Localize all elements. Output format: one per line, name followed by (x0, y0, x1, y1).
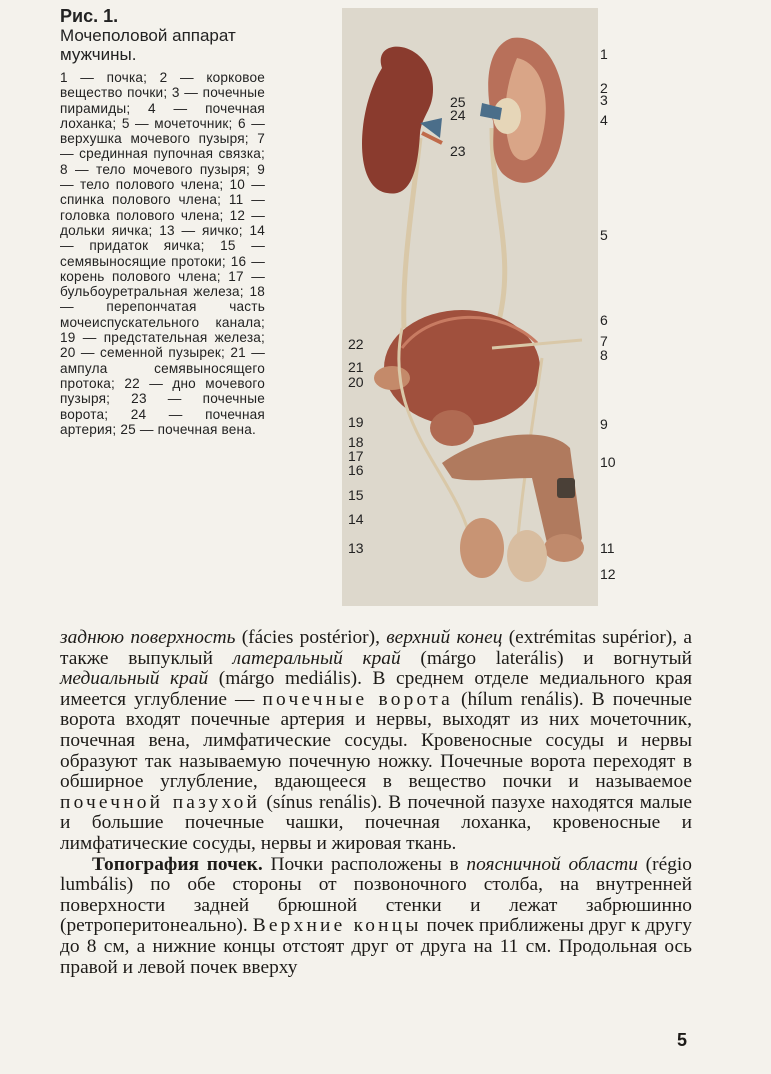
label-12: 12 (600, 566, 616, 582)
term-upper-end: верхний конец (386, 627, 503, 648)
label-25: 25 (450, 94, 466, 110)
term-upper-ends: Верхние концы (252, 915, 422, 937)
label-14: 14 (348, 511, 364, 527)
figure-title (60, 6, 265, 26)
label-5: 5 (600, 227, 608, 243)
term-posterior-surface: заднюю поверхность (60, 627, 236, 648)
paragraph-hilum (60, 628, 692, 855)
label-20: 20 (348, 374, 364, 390)
text-span: (régio lumbális) по обе стороны от позвоночного столба, на внутренней поверхности задней брюшной стенки и лежат забрюшинно (ретроперитонеально). (60, 853, 692, 937)
label-11: 11 (600, 540, 615, 556)
figure-legend: 1 — почка; 2 — корковое вещество почки; 3 — почечные пирамиды; 4 — почечная лоханка; 5 — мочеточник; 6 — верхушка мочевого пузыря; 7 — срединная пупочная связка; 8 — тело мочевого пузыря; 9 — тело полового члена; 10 — спинка полового члена; 11 — головка полового члена; 12 — дольки яичка; 13 — яичко; 14 — придаток яичка; 15 — семявыносящие протоки; 16 — корень полового члена; 17 — бульбоуретральная железа; 18 — перепончатая часть мочеиспускательного канала; 19 — предстательная железа; 20 — семенной пузырек; 21 — ампула семявыносящего протока; 22 — дно мочевого пузыря; 23 — почечные ворота; 24 — почечная артерия; 25 — почечная вена. (60, 70, 265, 437)
text-span: (márgo mediális). В среднем отделе медиального края имеется углубление — (60, 668, 692, 710)
term-renal-hilum: почечные ворота (262, 688, 453, 710)
term-medial-margin: медиальный край (60, 668, 209, 690)
section-heading-topography: Топография почек. (92, 853, 263, 875)
body-text (60, 628, 692, 978)
term-lateral-margin: латеральный край (232, 647, 401, 669)
label-4: 4 (600, 112, 608, 128)
page-number: 5 (676, 1030, 687, 1050)
label-22: 22 (348, 336, 364, 352)
label-17: 17 (348, 448, 364, 464)
figure-caption (60, 6, 265, 437)
label-10: 10 (600, 454, 616, 470)
term-lumbar-region: поясничной области (466, 853, 638, 875)
label-24: 24 (450, 107, 466, 123)
label-13: 13 (348, 540, 364, 556)
text-span: (sínus renális). В почечной пазухе находятся малые и большие почечные чашки, почечная лоханка, кровеносные и лимфатические сосуды, нервы и жировая ткань. (60, 791, 693, 854)
label-18: 18 (348, 434, 364, 450)
figure-labels (342, 8, 672, 606)
label-1: 1 (600, 46, 608, 62)
label-16: 16 (348, 462, 364, 478)
term-renal-sinus: почечной пазухой (60, 791, 261, 813)
figure-subtitle: Мочеполовой аппарат мужчины. (60, 26, 236, 64)
text-span: (márgo laterális) и вогнутый (400, 647, 692, 669)
text-span: почек приближены друг к другу до 8 см, а нижние концы отстоят друг от друга на 11 см. Продольная ось правой и левой почек вверху (60, 915, 692, 978)
label-8: 8 (600, 347, 608, 363)
text-span: Почки расположены в (262, 853, 467, 875)
label-19: 19 (348, 414, 364, 430)
label-9: 9 (600, 416, 608, 432)
label-15: 15 (348, 487, 364, 503)
label-7: 7 (600, 333, 608, 349)
figure-number: Рис. 1. (60, 6, 119, 26)
label-21: 21 (348, 359, 364, 375)
label-23: 23 (450, 143, 466, 159)
label-3: 3 (600, 92, 608, 108)
paragraph-topography (60, 855, 692, 979)
text-span: (hílum renális). В почечные ворота входят почечные артерия и нервы, выходят из них мочеточник, почечная вена, лимфатические сосуды. Кровеносные сосуды и нервы образуют так называемую почечную ножку. Почечные ворота переходят в обширное углубление, вдающееся в вещество почки и называемое (60, 688, 692, 793)
label-6: 6 (600, 312, 608, 328)
label-2: 2 (600, 80, 608, 96)
text-span: (fácies postérior), (235, 627, 387, 648)
text-span: (extrémitas supérior), а также выпуклый (60, 627, 692, 669)
